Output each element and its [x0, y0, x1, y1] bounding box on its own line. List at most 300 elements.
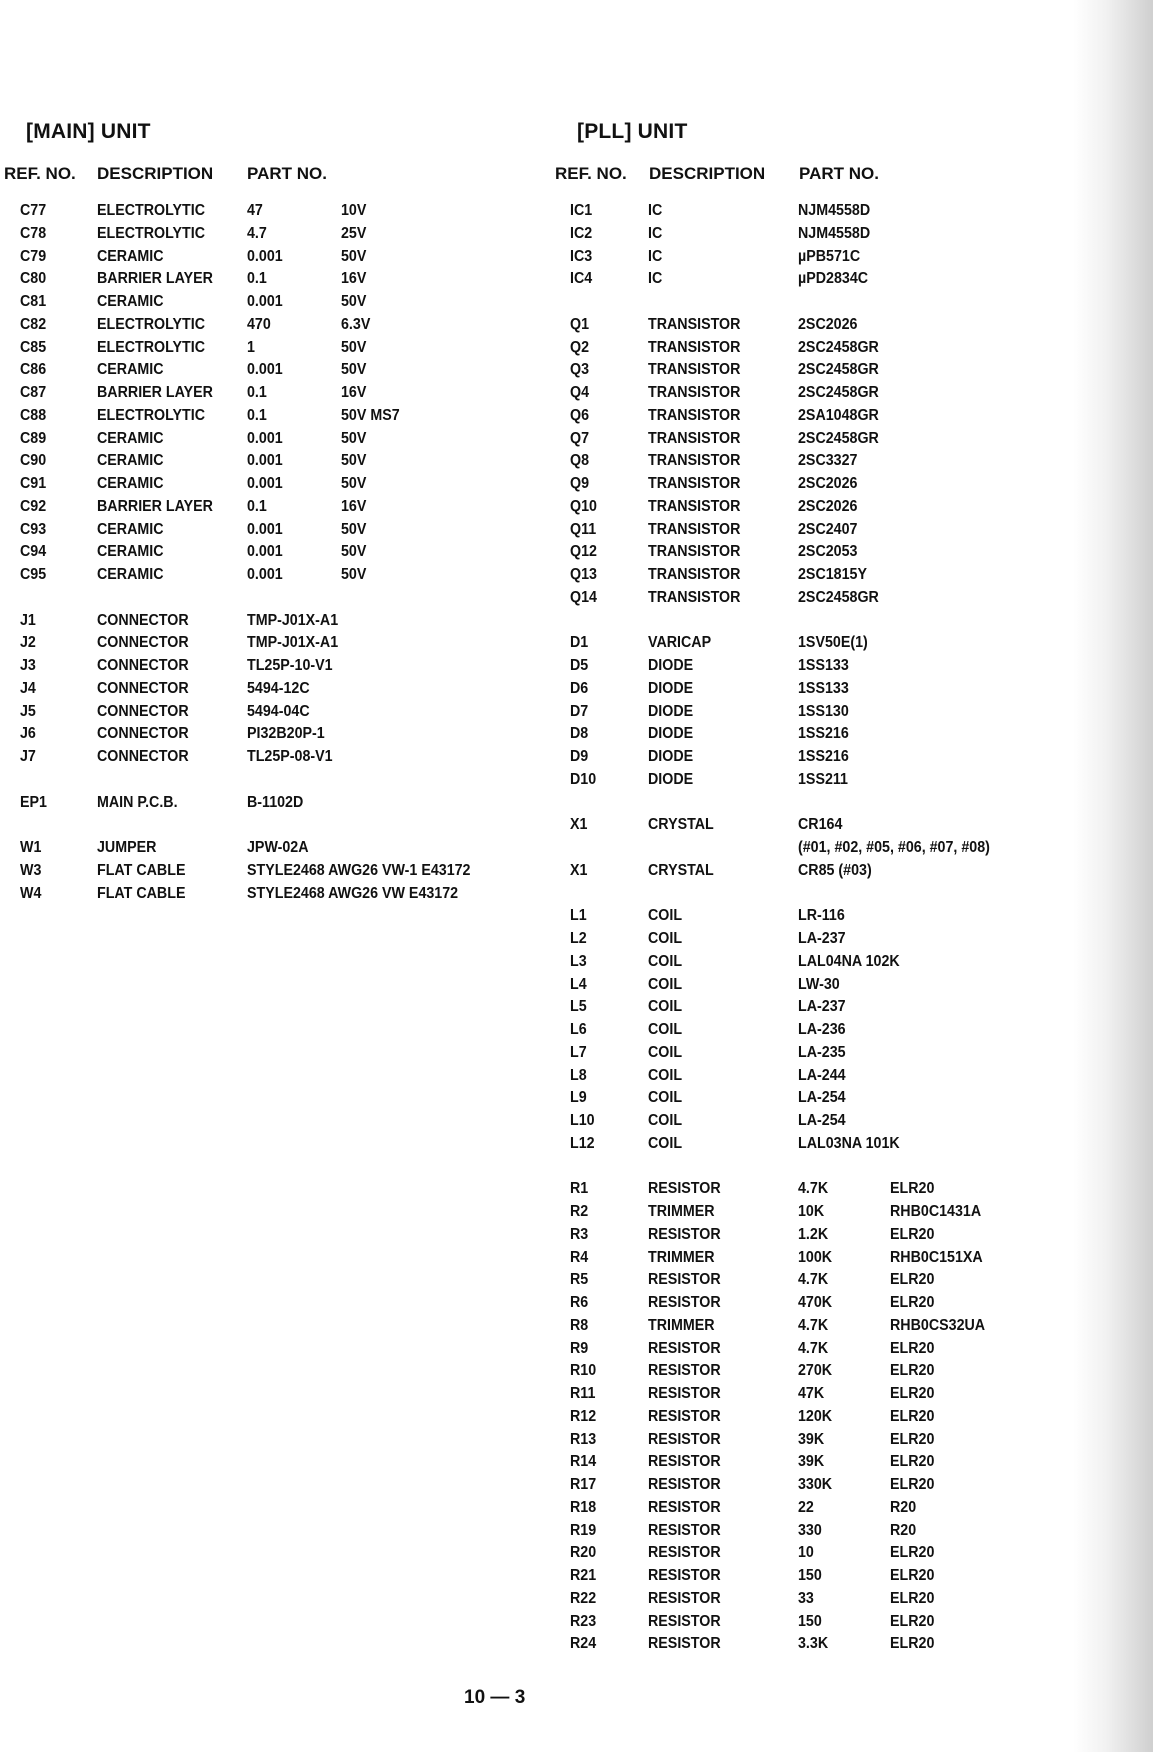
- description: DIODE: [648, 725, 694, 743]
- description: VARICAP: [648, 634, 712, 652]
- description: BARRIER LAYER: [97, 497, 213, 515]
- part-no: 4.7K: [798, 1339, 829, 1357]
- description: TRIMMER: [648, 1316, 715, 1334]
- description: BARRIER LAYER: [97, 384, 213, 401]
- ref-no: L5: [570, 998, 587, 1016]
- ref-no: L3: [570, 952, 587, 970]
- description: RESISTOR: [648, 1453, 721, 1471]
- part-no: 33: [798, 1589, 814, 1607]
- part-no: 47K: [798, 1385, 825, 1402]
- part-no: 1SS211: [798, 770, 848, 788]
- description: BARRIER LAYER: [97, 270, 213, 288]
- description: TRANSISTOR: [648, 452, 741, 470]
- part-no: 2SC2053: [798, 543, 858, 561]
- part-no: 39K: [798, 1430, 825, 1448]
- description: TRANSISTOR: [648, 566, 741, 583]
- spec: 10V: [341, 202, 367, 219]
- ref-no: Q9: [570, 475, 590, 492]
- description: RESISTOR: [648, 1430, 721, 1448]
- ref-no: L8: [570, 1066, 587, 1084]
- spec: 50V: [341, 247, 367, 265]
- description: RESISTOR: [648, 1294, 721, 1311]
- part-no: 10K: [798, 1203, 825, 1220]
- description: DIODE: [648, 770, 694, 788]
- description: DIODE: [648, 657, 694, 674]
- page-edge-shadow: [1073, 0, 1153, 1752]
- ref-no: C92: [20, 497, 47, 515]
- description: IC: [648, 247, 663, 265]
- description: TRANSISTOR: [648, 429, 741, 447]
- description: COIL: [648, 930, 683, 947]
- description: CRYSTAL: [648, 861, 714, 879]
- part-no: 0.001: [247, 361, 283, 379]
- description: RESISTOR: [648, 1180, 721, 1198]
- ref-no: L7: [570, 1043, 587, 1061]
- part-no: LA-254: [798, 1112, 846, 1129]
- description: RESISTOR: [648, 1339, 721, 1357]
- description: DIODE: [648, 748, 694, 765]
- description: FLAT CABLE: [97, 861, 186, 879]
- part-no: 0.001: [247, 475, 283, 492]
- ref-no-header: REF. NO.: [555, 164, 627, 183]
- ref-no: Q2: [570, 338, 590, 356]
- description: RESISTOR: [648, 1521, 721, 1539]
- description: ELECTROLYTIC: [97, 406, 206, 424]
- ref-no: R2: [570, 1203, 589, 1220]
- part-no: 2SC2026: [798, 315, 858, 333]
- ref-no: L12: [570, 1134, 595, 1152]
- ref-no: C79: [20, 247, 47, 265]
- part-no: LA-237: [798, 998, 846, 1016]
- spec: 50V: [341, 520, 367, 538]
- part-no: 1SV50E(1): [798, 634, 868, 652]
- description: CERAMIC: [97, 429, 164, 447]
- spec: ELR20: [890, 1544, 935, 1562]
- ref-no: J3: [20, 657, 36, 674]
- part-no: NJM4558D: [798, 202, 871, 219]
- spec: ELR20: [890, 1567, 935, 1584]
- part-no: 470: [247, 315, 271, 333]
- part-no: 10: [798, 1544, 814, 1562]
- part-no: STYLE2468 AWG26 VW E43172: [247, 884, 459, 902]
- spec: 50V: [341, 361, 367, 379]
- ref-no: IC1: [570, 202, 593, 219]
- part-no: 4.7K: [798, 1180, 829, 1198]
- part-no: NJM4558D: [798, 224, 871, 242]
- part-no: 2SC3327: [798, 452, 858, 470]
- part-no: 1: [247, 338, 255, 356]
- part-no: 0.001: [247, 293, 283, 310]
- description: RESISTOR: [648, 1476, 721, 1493]
- part-no: 0.001: [247, 452, 283, 470]
- part-no: 1SS216: [798, 725, 849, 743]
- description: RESISTOR: [648, 1567, 721, 1584]
- description: TRIMMER: [648, 1248, 715, 1266]
- spec: 16V: [341, 384, 367, 401]
- spec: R20: [890, 1521, 917, 1539]
- part-no: 120K: [798, 1407, 833, 1425]
- part-no: 0.1: [247, 497, 267, 515]
- pll-unit-title: [PLL] UNIT: [577, 120, 688, 143]
- part-no: 3.3K: [798, 1635, 829, 1653]
- part-no: 0.001: [247, 543, 283, 561]
- part-no: JPW-02A: [247, 839, 309, 856]
- part-no: µPB571C: [798, 247, 861, 265]
- part-no: B-1102D: [247, 793, 304, 811]
- ref-no: R21: [570, 1567, 597, 1584]
- ref-no: C93: [20, 520, 47, 538]
- description: RESISTOR: [648, 1612, 721, 1630]
- part-no: 4.7: [247, 224, 267, 242]
- description-header: DESCRIPTION: [97, 164, 214, 183]
- ref-no: L1: [570, 907, 587, 925]
- part-no: LW-30: [798, 975, 840, 993]
- part-no: LA-235: [798, 1043, 846, 1061]
- ref-no: C82: [20, 315, 47, 333]
- description: JUMPER: [97, 839, 157, 856]
- description: TRIMMER: [648, 1203, 715, 1220]
- description: CONNECTOR: [97, 702, 189, 720]
- part-no: 0.1: [247, 270, 267, 288]
- ref-no: R5: [570, 1271, 589, 1289]
- description: CERAMIC: [97, 452, 164, 470]
- ref-no: IC2: [570, 224, 593, 242]
- ref-no: R17: [570, 1476, 597, 1493]
- ref-no: R24: [570, 1635, 597, 1653]
- ref-no: L4: [570, 975, 587, 993]
- ref-no: J6: [20, 725, 36, 743]
- part-no: LA-244: [798, 1066, 846, 1084]
- ref-no: R11: [570, 1385, 596, 1402]
- ref-no: W1: [20, 839, 42, 856]
- ref-no: R18: [570, 1498, 597, 1516]
- spec: 16V: [341, 270, 367, 288]
- description: TRANSISTOR: [648, 543, 741, 561]
- part-no: 2SC2407: [798, 520, 858, 538]
- spec: 50V: [341, 452, 367, 470]
- description: RESISTOR: [648, 1498, 721, 1516]
- description: IC: [648, 224, 663, 242]
- spec: ELR20: [890, 1407, 935, 1425]
- spec: 50V: [341, 429, 367, 447]
- ref-no: D9: [570, 748, 589, 765]
- ref-no: J7: [20, 748, 36, 765]
- spec: 50V: [341, 566, 367, 583]
- spec: 50V: [341, 338, 367, 356]
- description: IC: [648, 202, 663, 219]
- part-no: 4.7K: [798, 1316, 829, 1334]
- part-no: CR164: [798, 816, 843, 834]
- ref-no: Q10: [570, 497, 597, 515]
- ref-no: R1: [570, 1180, 589, 1198]
- description: COIL: [648, 1089, 683, 1107]
- description: CERAMIC: [97, 361, 164, 379]
- description: DIODE: [648, 679, 694, 697]
- spec: 50V: [341, 543, 367, 561]
- part-no: LR-116: [798, 907, 845, 925]
- description: TRANSISTOR: [648, 338, 741, 356]
- ref-no: R22: [570, 1589, 597, 1607]
- ref-no: Q12: [570, 543, 597, 561]
- spec: ELR20: [890, 1635, 935, 1653]
- ref-no: W3: [20, 861, 42, 879]
- spec: ELR20: [890, 1476, 935, 1493]
- ref-no: D7: [570, 702, 589, 720]
- ref-no: R20: [570, 1544, 597, 1562]
- spec: 25V: [341, 224, 367, 242]
- part-no: 150: [798, 1612, 822, 1630]
- description: RESISTOR: [648, 1589, 721, 1607]
- description: CERAMIC: [97, 543, 164, 561]
- part-no: LA-237: [798, 930, 846, 947]
- description: ELECTROLYTIC: [97, 315, 206, 333]
- ref-no: R4: [570, 1248, 589, 1266]
- part-no: 1SS133: [798, 679, 849, 697]
- ref-no: C85: [20, 338, 47, 356]
- part-no: 330: [798, 1521, 822, 1539]
- part-no: TMP-J01X-A1: [247, 634, 339, 652]
- description: COIL: [648, 907, 683, 925]
- ref-no: D5: [570, 657, 589, 674]
- part-no: 2SC1815Y: [798, 566, 867, 583]
- part-no: PI32B20P-1: [247, 725, 325, 743]
- ref-no: R3: [570, 1225, 589, 1243]
- ref-no: C91: [20, 475, 47, 492]
- part-no: 47: [247, 202, 263, 219]
- ref-no: R13: [570, 1430, 597, 1448]
- ref-no: C89: [20, 429, 47, 447]
- ref-no: C80: [20, 270, 47, 288]
- description: COIL: [648, 998, 683, 1016]
- part-no: 270K: [798, 1362, 833, 1380]
- part-no-header: PART NO.: [247, 164, 327, 183]
- ref-no: J4: [20, 679, 36, 697]
- ref-no: C78: [20, 224, 47, 242]
- description: COIL: [648, 975, 683, 993]
- ref-no: J1: [20, 611, 36, 629]
- description: TRANSISTOR: [648, 406, 741, 424]
- part-no: 0.001: [247, 566, 283, 583]
- part-no: 2SC2458GR: [798, 338, 879, 356]
- part-no: 22: [798, 1498, 814, 1516]
- part-no: 470K: [798, 1294, 833, 1311]
- description: TRANSISTOR: [648, 315, 741, 333]
- ref-no: Q11: [570, 520, 597, 538]
- description: FLAT CABLE: [97, 884, 186, 902]
- part-no: LA-236: [798, 1021, 846, 1038]
- part-no: 1SS216: [798, 748, 849, 765]
- description: CERAMIC: [97, 520, 164, 538]
- spec: 50V MS7: [341, 406, 400, 424]
- description: RESISTOR: [648, 1225, 721, 1243]
- description: ELECTROLYTIC: [97, 338, 206, 356]
- description: MAIN P.C.B.: [97, 793, 178, 811]
- ref-no: R19: [570, 1521, 597, 1539]
- part-no: 2SC2458GR: [798, 361, 879, 379]
- description: CONNECTOR: [97, 748, 189, 765]
- part-no: 5494-12C: [247, 679, 310, 697]
- part-no: 0.1: [247, 384, 267, 401]
- ref-no: W4: [20, 884, 42, 902]
- part-no-header: PART NO.: [799, 164, 879, 183]
- description: CONNECTOR: [97, 611, 189, 629]
- ref-no: L6: [570, 1021, 587, 1038]
- description: TRANSISTOR: [648, 361, 741, 379]
- ref-no: Q7: [570, 429, 590, 447]
- ref-no: R23: [570, 1612, 597, 1630]
- ref-no: R8: [570, 1316, 589, 1334]
- part-no: CR85 (#03): [798, 861, 872, 879]
- part-no: 4.7K: [798, 1271, 829, 1289]
- ref-no: J5: [20, 702, 36, 720]
- description: COIL: [648, 1066, 683, 1084]
- spec: ELR20: [890, 1271, 935, 1289]
- ref-no: X1: [570, 861, 588, 879]
- description: CONNECTOR: [97, 725, 189, 743]
- description: RESISTOR: [648, 1407, 721, 1425]
- part-no: 100K: [798, 1248, 833, 1266]
- part-no: STYLE2468 AWG26 VW-1 E43172: [247, 861, 471, 879]
- part-no: 2SC2026: [798, 475, 858, 492]
- spec: ELR20: [890, 1339, 935, 1357]
- ref-no: D6: [570, 679, 589, 697]
- ref-no: D8: [570, 725, 589, 743]
- spec: ELR20: [890, 1180, 935, 1198]
- part-no: TMP-J01X-A1: [247, 611, 339, 629]
- description: COIL: [648, 1043, 683, 1061]
- ref-no: Q6: [570, 406, 590, 424]
- spec: ELR20: [890, 1362, 935, 1380]
- main-unit-title: [MAIN] UNIT: [26, 120, 151, 143]
- ref-no: Q14: [570, 588, 597, 606]
- ref-no: C77: [20, 202, 47, 219]
- description: CONNECTOR: [97, 634, 189, 652]
- description: TRANSISTOR: [648, 384, 741, 401]
- ref-no: C95: [20, 566, 47, 583]
- part-no: 0.001: [247, 247, 283, 265]
- part-no: 0.001: [247, 429, 283, 447]
- part-no: 1.2K: [798, 1225, 829, 1243]
- description: CERAMIC: [97, 566, 164, 583]
- part-no: 2SA1048GR: [798, 406, 879, 424]
- ref-no: C88: [20, 406, 47, 424]
- description: COIL: [648, 1112, 683, 1129]
- description: COIL: [648, 952, 683, 970]
- spec: ELR20: [890, 1225, 935, 1243]
- spec: ELR20: [890, 1589, 935, 1607]
- ref-no-header: REF. NO.: [4, 164, 76, 183]
- part-no: 2SC2026: [798, 497, 858, 515]
- ref-no: Q1: [570, 315, 590, 333]
- ref-no: C90: [20, 452, 47, 470]
- description: TRANSISTOR: [648, 520, 741, 538]
- part-no: LAL04NA 102K: [798, 952, 900, 970]
- ref-no: Q4: [570, 384, 590, 401]
- ref-no: D1: [570, 634, 589, 652]
- ref-no: R12: [570, 1407, 597, 1425]
- ref-no: R6: [570, 1294, 589, 1311]
- part-no: 0.1: [247, 406, 267, 424]
- part-no: 150: [798, 1567, 822, 1584]
- ref-no: J2: [20, 634, 36, 652]
- part-no: 1SS130: [798, 702, 849, 720]
- spec: ELR20: [890, 1612, 935, 1630]
- ref-no: C86: [20, 361, 47, 379]
- description: ELECTROLYTIC: [97, 202, 206, 219]
- ref-no: C81: [20, 293, 47, 310]
- ref-no: Q8: [570, 452, 590, 470]
- description: CRYSTAL: [648, 816, 714, 834]
- part-no: 2SC2458GR: [798, 588, 879, 606]
- part-no: TL25P-10-V1: [247, 657, 333, 674]
- description: COIL: [648, 1134, 683, 1152]
- description: CERAMIC: [97, 247, 164, 265]
- description: CONNECTOR: [97, 657, 189, 674]
- ref-no: L10: [570, 1112, 595, 1129]
- description: IC: [648, 270, 663, 288]
- ref-no: C87: [20, 384, 47, 401]
- description: TRANSISTOR: [648, 588, 741, 606]
- part-no: TL25P-08-V1: [247, 748, 333, 765]
- ref-no: Q13: [570, 566, 597, 583]
- description: CONNECTOR: [97, 679, 189, 697]
- part-no: 0.001: [247, 520, 283, 538]
- ref-no: L2: [570, 930, 587, 947]
- description: TRANSISTOR: [648, 497, 741, 515]
- ref-no: C94: [20, 543, 47, 561]
- part-no: LA-254: [798, 1089, 846, 1107]
- page-number: 10 — 3: [464, 1687, 526, 1708]
- description-header: DESCRIPTION: [649, 164, 766, 183]
- part-no: 5494-04C: [247, 702, 310, 720]
- part-no: 330K: [798, 1476, 833, 1493]
- part-no: LAL03NA 101K: [798, 1134, 900, 1152]
- part-no: 2SC2458GR: [798, 384, 879, 401]
- ref-no: Q3: [570, 361, 590, 379]
- spec: ELR20: [890, 1453, 935, 1471]
- spec: 6.3V: [341, 315, 371, 333]
- ref-no: D10: [570, 770, 597, 788]
- ref-no: R14: [570, 1453, 597, 1471]
- spec: 50V: [341, 293, 367, 310]
- ref-no: IC4: [570, 270, 593, 288]
- description: CERAMIC: [97, 293, 164, 310]
- ref-no: EP1: [20, 793, 47, 811]
- description: CERAMIC: [97, 475, 164, 492]
- part-no: µPD2834C: [798, 270, 869, 288]
- spec: RHB0C151XA: [890, 1248, 983, 1266]
- description: COIL: [648, 1021, 683, 1038]
- part-no: 2SC2458GR: [798, 429, 879, 447]
- ref-no: R10: [570, 1362, 597, 1380]
- part-no: (#01, #02, #05, #06, #07, #08): [798, 839, 990, 856]
- description: RESISTOR: [648, 1362, 721, 1380]
- description: RESISTOR: [648, 1271, 721, 1289]
- spec: RHB0C1431A: [890, 1203, 982, 1220]
- spec: 50V: [341, 475, 367, 492]
- description: RESISTOR: [648, 1544, 721, 1562]
- ref-no: L9: [570, 1089, 587, 1107]
- spec: R20: [890, 1498, 917, 1516]
- ref-no: X1: [570, 816, 588, 834]
- part-no: 39K: [798, 1453, 825, 1471]
- description: ELECTROLYTIC: [97, 224, 206, 242]
- spec: RHB0CS32UA: [890, 1316, 986, 1334]
- spec: ELR20: [890, 1385, 935, 1402]
- spec: ELR20: [890, 1294, 935, 1311]
- spec: 16V: [341, 497, 367, 515]
- ref-no: IC3: [570, 247, 593, 265]
